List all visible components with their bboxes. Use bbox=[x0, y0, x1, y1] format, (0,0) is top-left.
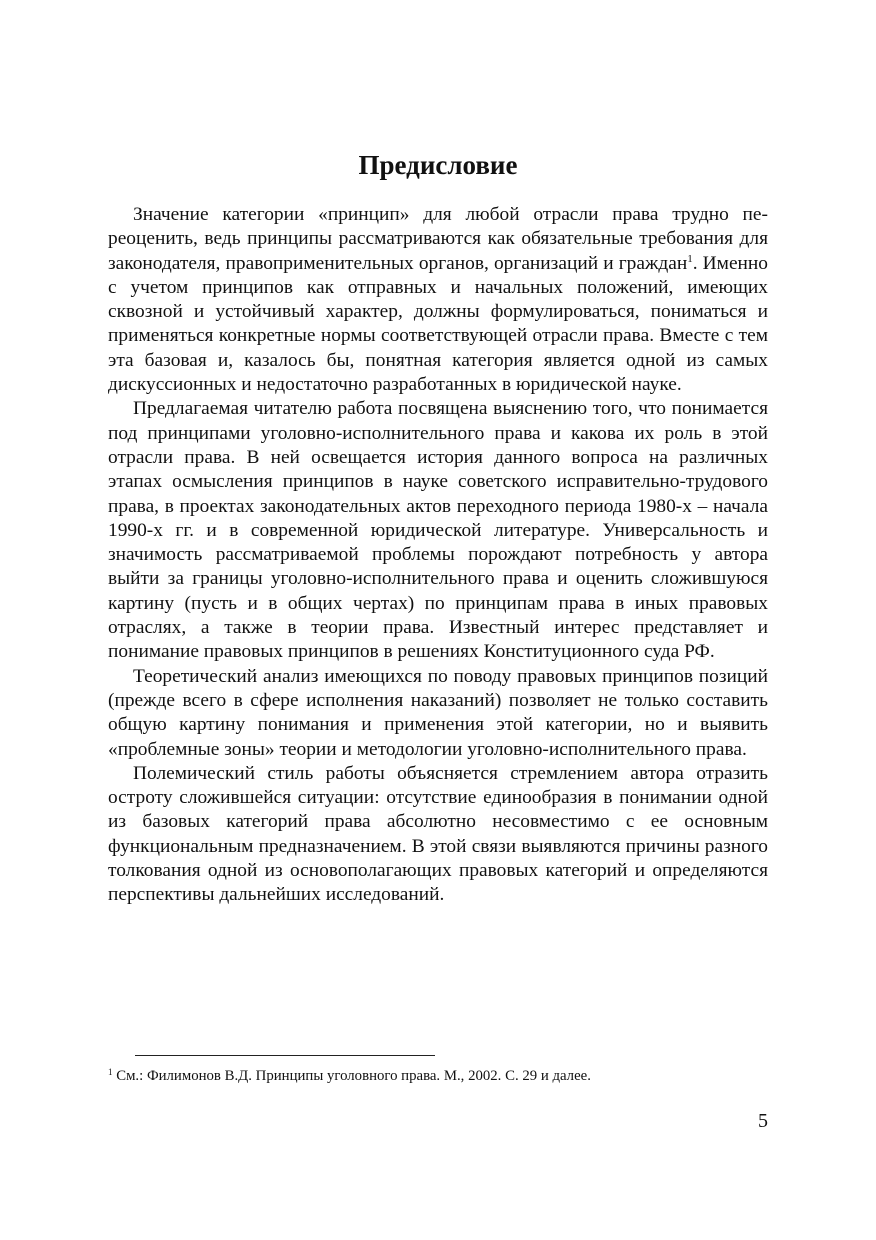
footnote-separator bbox=[135, 1055, 435, 1056]
body-text bbox=[108, 203, 768, 908]
paragraph-2: Предлагаемая читателю работа посвящена выяснению того, что понимается под принципами уголовно-исполнительного права и какова их роль в этой отрасли права. В ней освещается история данного вопроса на различных этапах осмысления принципов в науке советского исправительно-трудового права, в проектах законодательных актов переходного периода 1980-х – начала 1990-х гг. и в современной юридической литературе. Универсальность и значимость рассматриваемой проблемы порождают потребность у автора выйти за границы уголовно-исполнительного права и оценить сложившуюся картину (пусть и в общих чертах) по принципам права в иных правовых отраслях, а также в теории права. Известный интерес представляет и понимание правовых принципов в решениях Конституционного суда РФ. bbox=[108, 398, 768, 663]
footnote-text: См.: Филимонов В.Д. Принципы уголовного права. М., 2002. С. 29 и далее. bbox=[112, 1068, 591, 1084]
page-number: 5 bbox=[758, 1110, 768, 1132]
paragraph-3: Теоретический анализ имеющихся по поводу правовых принципов позиций (прежде всего в сфере исполнения наказаний) позволяет не только составить общую картину понимания и применения этой категории, но и выявить «проблемные зоны» теории и методологии уголовно-исполнительного права. bbox=[108, 665, 768, 760]
paragraph-1-text-end: . Именно с учетом принципов как отправных и начальных положений, имеющих сквозной и устойчивый характер, должны формулироваться, пониматься и применяться конкретные нормы соответствующей отрасли права. Вместе с тем эта базовая и, казалось бы, понятная категория является одной из самых дискуссионных и недостаточно разработанных в юридической науке. bbox=[108, 252, 769, 396]
page-title: Предисловие bbox=[358, 150, 518, 180]
footnote bbox=[108, 1066, 768, 1086]
paragraph-4: Полемический стиль работы объясняется стремлением автора отразить остроту сложившейся ситуации: отсутствие единообразия в понимании одной из базовых категорий права абсолютно несовместимо с ее основным функциональным предназначением. В этой связи выявляются причины разного толкования одной из основополагающих правовых категорий и определяются перспективы дальнейших исследований. bbox=[108, 762, 768, 906]
paragraph-1-text-start: Значение категории «принцип» для любой отрасли права трудно переоценить, ведь принципы рассматриваются как обязательные требования для законодателя, правоприменительных органов, организаций и граждан bbox=[108, 204, 768, 274]
footnote-reference[interactable]: 1 bbox=[687, 252, 693, 265]
footnote-mark: 1 bbox=[108, 1067, 113, 1077]
paragraph-1 bbox=[108, 203, 768, 397]
